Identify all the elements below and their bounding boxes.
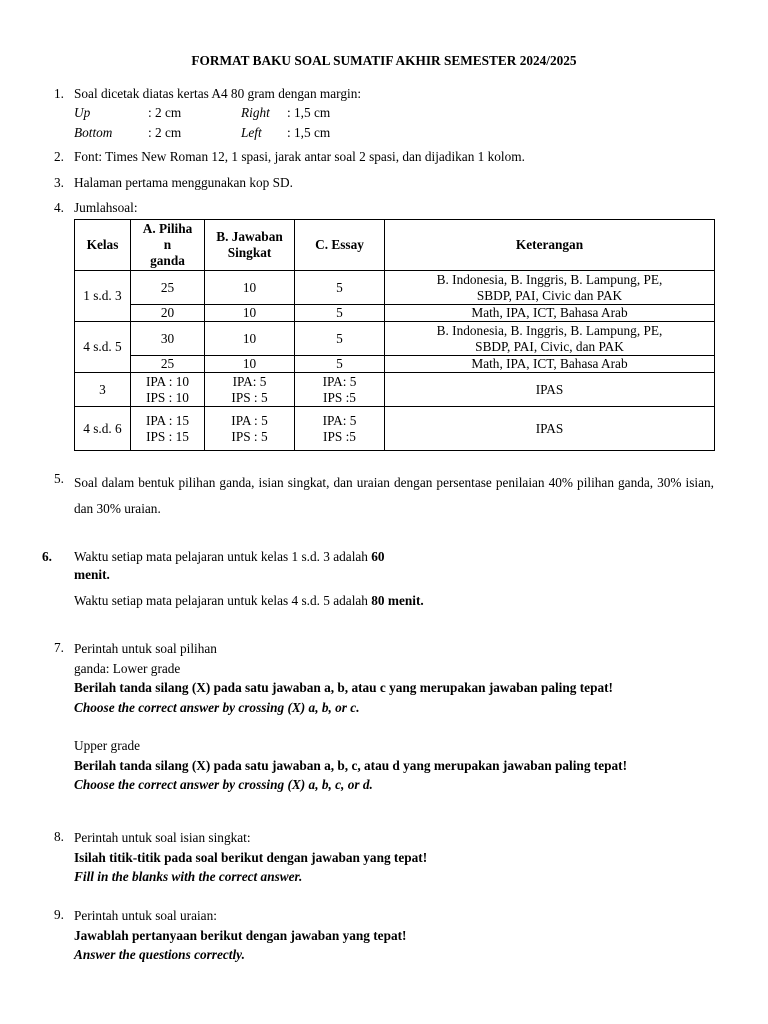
- cell-line: IPS :5: [323, 389, 356, 405]
- cell-pilihan-ganda: 25: [131, 356, 205, 373]
- cell-jawaban-singkat: 10: [205, 322, 295, 356]
- header-line: Singkat: [227, 245, 272, 260]
- item-text: Font: Times New Roman 12, 1 spasi, jarak antar soal 2 spasi, dan dijadikan 1 kolom.: [74, 149, 525, 164]
- duration-line-upper: [74, 592, 714, 610]
- item-number: 5.: [54, 471, 64, 486]
- duration-minutes-unit: menit.: [74, 567, 110, 582]
- header-line: B. Jawaban: [216, 229, 283, 244]
- cell-essay: 5: [295, 271, 385, 305]
- margin-value: : 2 cm: [148, 105, 182, 120]
- cell-line: IPA: 5: [232, 373, 267, 389]
- cell-line: B. Indonesia, B. Inggris, B. Lampung, PE,: [436, 271, 663, 287]
- question-count-table: [74, 219, 715, 451]
- cell-jawaban-singkat: [205, 373, 295, 407]
- cell-keterangan: Math, IPA, ICT, Bahasa Arab: [385, 305, 715, 322]
- cell-jawaban-singkat: 10: [205, 305, 295, 322]
- header-essay: C. Essay: [295, 220, 385, 271]
- cell-essay: 5: [295, 305, 385, 322]
- instruction-en: Fill in the blanks with the correct answer.: [74, 869, 303, 884]
- cell-jawaban-singkat: 10: [205, 356, 295, 373]
- cell-essay: [295, 373, 385, 407]
- item-number: 2.: [54, 149, 64, 164]
- cell-line: IPA: 5: [322, 373, 357, 389]
- margin-row-bottom: [74, 124, 714, 144]
- cell-keterangan: IPAS: [385, 373, 715, 407]
- cell-keterangan: IPAS: [385, 407, 715, 451]
- cell-keterangan: Math, IPA, ICT, Bahasa Arab: [385, 356, 715, 373]
- header-pilihan-ganda: [131, 220, 205, 271]
- item-text: Soal dalam bentuk pilihan ganda, isian singkat, dan uraian dengan persentase penilaian 40% pilihan ganda, 30% isian, dan 30% uraian.: [74, 475, 714, 516]
- item-text: ganda: Lower grade: [74, 660, 181, 676]
- item-number: 9.: [54, 907, 64, 922]
- duration-text: Waktu setiap mata pelajaran untuk kelas 4 s.d. 5 adalah: [74, 593, 372, 608]
- header-line: A. Piliha: [142, 221, 193, 236]
- cell-line: IPA: 5: [322, 412, 357, 428]
- instruction-en-lower: Choose the correct answer by crossing (X) a, b, or c.: [74, 699, 360, 715]
- margin-value: : 1,5 cm: [287, 125, 331, 140]
- cell-jawaban-singkat: 10: [205, 271, 295, 305]
- margin-row-up: [74, 104, 714, 124]
- cell-line: IPS :5: [323, 428, 356, 444]
- cell-line: IPS : 10: [146, 389, 189, 405]
- header-line: n: [163, 237, 172, 252]
- cell-line: SBDP, PAI, Civic, dan PAK: [475, 338, 624, 354]
- item-number: 4.: [54, 200, 64, 215]
- instruction-id: Isilah titik-titik pada soal berikut dengan jawaban yang tepat!: [74, 849, 428, 865]
- grade-label: Upper grade: [74, 738, 141, 753]
- cell-jawaban-singkat: [205, 407, 295, 451]
- table-row: [75, 305, 715, 322]
- cell-line: B. Indonesia, B. Inggris, B. Lampung, PE,: [436, 322, 663, 338]
- duration-minutes: 60: [371, 549, 385, 564]
- cell-pilihan-ganda: [131, 407, 205, 451]
- cell-line: SBDP, PAI, Civic dan PAK: [476, 287, 623, 303]
- margin-label: Left: [241, 125, 262, 140]
- instruction-en: Answer the questions correctly.: [74, 947, 245, 962]
- margin-label: Bottom: [74, 125, 113, 140]
- table-header-row: [75, 220, 715, 271]
- cell-kelas: 4 s.d. 6: [75, 407, 131, 451]
- table-row: [75, 373, 715, 407]
- cell-line: IPS : 5: [231, 389, 268, 405]
- cell-line: IPA : 5: [231, 412, 268, 428]
- cell-essay: [295, 407, 385, 451]
- item-text: Halaman pertama menggunakan kop SD.: [74, 175, 293, 190]
- header-keterangan: Keterangan: [385, 220, 715, 271]
- cell-pilihan-ganda: 25: [131, 271, 205, 305]
- duration-line-lower: [74, 548, 714, 566]
- item-text: Soal dicetak diatas kertas A4 80 gram dengan margin:: [74, 86, 362, 101]
- document-title: FORMAT BAKU SOAL SUMATIF AKHIR SEMESTER 2024/2025: [191, 53, 577, 68]
- instruction-en-upper: Choose the correct answer by crossing (X) a, b, c, or d.: [74, 777, 373, 792]
- instruction-id-lower: Berilah tanda silang (X) pada satu jawaban a, b, atau c yang merupakan jawaban paling tepat!: [74, 680, 613, 695]
- cell-pilihan-ganda: 30: [131, 322, 205, 356]
- item-number: 3.: [54, 175, 64, 190]
- cell-kelas: 3: [75, 373, 131, 407]
- cell-line: IPS : 5: [231, 428, 268, 444]
- table-row: [75, 356, 715, 373]
- cell-line: IPS : 15: [146, 428, 189, 444]
- header-line: ganda: [150, 253, 185, 268]
- cell-essay: 5: [295, 322, 385, 356]
- table-row: [75, 271, 715, 305]
- cell-kelas: 4 s.d. 5: [75, 322, 131, 373]
- margin-label: Up: [74, 105, 91, 120]
- duration-text: Waktu setiap mata pelajaran untuk kelas 1 s.d. 3 adalah: [74, 549, 372, 564]
- header-jawaban-singkat: [205, 220, 295, 271]
- item-number: 1.: [54, 86, 64, 101]
- item-text: Perintah untuk soal uraian:: [74, 908, 217, 923]
- table-row: [75, 407, 715, 451]
- cell-keterangan: [385, 322, 715, 356]
- margin-label: Right: [241, 105, 270, 120]
- instruction-id-upper: Berilah tanda silang (X) pada satu jawaban a, b, c, atau d yang merupakan jawaban paling tepat!: [74, 757, 628, 773]
- margin-value: : 1,5 cm: [287, 105, 331, 120]
- item-number: 6.: [42, 549, 52, 564]
- instruction-id: Jawablah pertanyaan berikut dengan jawaban yang tepat!: [74, 927, 407, 943]
- table-row: [75, 322, 715, 356]
- cell-line: IPA : 10: [145, 373, 190, 389]
- margin-value: : 2 cm: [148, 125, 182, 140]
- cell-essay: 5: [295, 356, 385, 373]
- item-text: Jumlahsoal:: [74, 200, 138, 215]
- cell-line: IPA : 15: [145, 412, 190, 428]
- cell-kelas: 1 s.d. 3: [75, 271, 131, 322]
- cell-pilihan-ganda: [131, 373, 205, 407]
- duration-minutes: 80 menit.: [371, 593, 424, 608]
- item-text: Perintah untuk soal isian singkat:: [74, 830, 251, 845]
- cell-keterangan: [385, 271, 715, 305]
- item-number: 8.: [54, 829, 64, 844]
- header-kelas: Kelas: [75, 220, 131, 271]
- cell-pilihan-ganda: 20: [131, 305, 205, 322]
- item-number: 7.: [54, 640, 64, 655]
- item-text: Perintah untuk soal pilihan: [74, 641, 217, 656]
